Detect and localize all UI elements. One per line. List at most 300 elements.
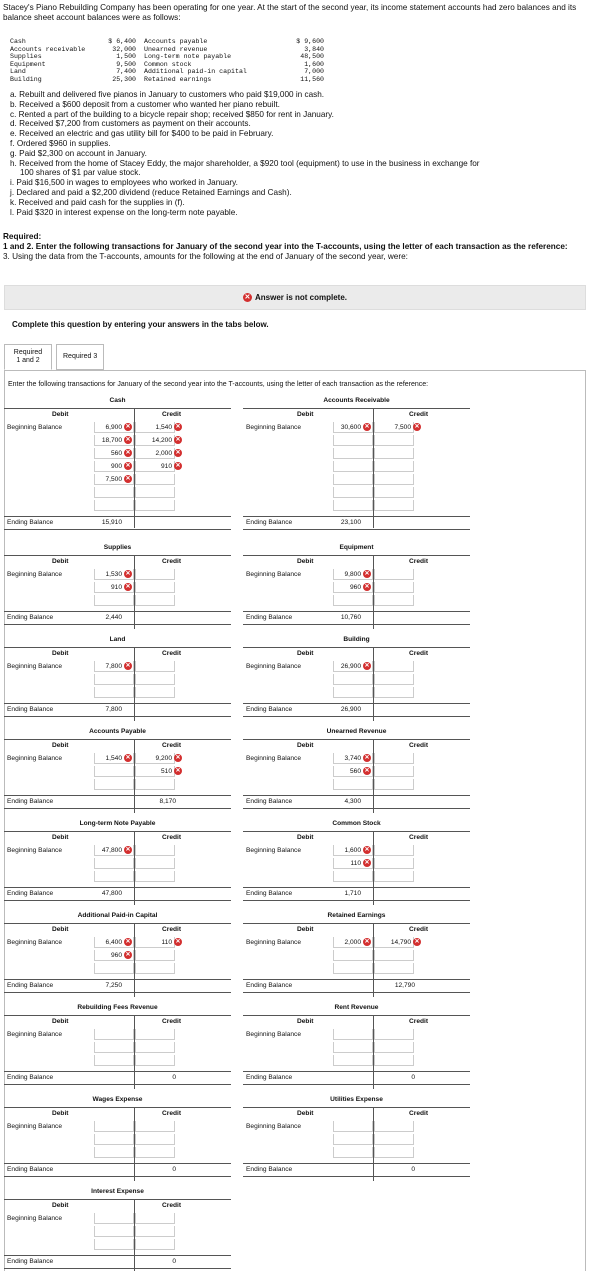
- debit-amount: 910: [110, 584, 122, 591]
- credit-header: Credit: [409, 1110, 429, 1117]
- balance-cell: 7,400: [116, 68, 136, 76]
- debit-header: Debit: [297, 1018, 314, 1025]
- debit-value: [313, 753, 371, 764]
- credit-input[interactable]: [374, 1029, 414, 1040]
- t-account-grid: [4, 647, 231, 720]
- balance-row: [10, 68, 340, 76]
- debit-input[interactable]: [333, 1121, 373, 1132]
- credit-input[interactable]: [374, 1134, 414, 1145]
- balance-cell: $ 9,600: [296, 38, 324, 45]
- debit-input[interactable]: [333, 448, 373, 459]
- balance-cell: Equipment: [10, 60, 46, 68]
- credit-input[interactable]: [135, 1147, 175, 1158]
- t-account: [4, 820, 231, 904]
- t-account: [243, 1004, 470, 1088]
- debit-amount: 30,600: [340, 424, 361, 431]
- debit-header: Debit: [52, 834, 69, 841]
- credit-input[interactable]: [135, 569, 175, 580]
- bottom-rule: [243, 529, 470, 530]
- debit-amount: 560: [110, 450, 122, 457]
- bottom-rule: [243, 900, 470, 901]
- ending-rule: [243, 1163, 470, 1164]
- credit-value: [136, 461, 182, 472]
- credit-header: Credit: [409, 926, 429, 933]
- bottom-rule: [4, 992, 231, 993]
- bottom-rule: [4, 716, 231, 717]
- credit-input[interactable]: [135, 1239, 175, 1250]
- ending-balance-value: 2,440: [105, 614, 122, 621]
- credit-input[interactable]: [374, 582, 414, 593]
- debit-value: [74, 582, 132, 593]
- ending-balance-label: Ending Balance: [7, 1074, 54, 1081]
- debit-amount: 1,600: [344, 847, 361, 854]
- credit-input[interactable]: [374, 487, 414, 498]
- beginning-balance-label: Beginning Balance: [246, 571, 301, 578]
- debit-input[interactable]: [94, 1239, 134, 1250]
- debit-amount: 2,000: [344, 939, 361, 946]
- debit-input[interactable]: [94, 687, 134, 698]
- debit-input[interactable]: [333, 1147, 373, 1158]
- credit-input[interactable]: [135, 779, 175, 790]
- debit-value: [74, 448, 132, 459]
- credit-input[interactable]: [374, 448, 414, 459]
- credit-header: Credit: [162, 1018, 182, 1025]
- credit-input[interactable]: [374, 766, 414, 777]
- credit-input[interactable]: [374, 674, 414, 685]
- credit-amount: 7,500: [394, 424, 411, 431]
- credit-input[interactable]: [374, 474, 414, 485]
- debit-header: Debit: [297, 834, 314, 841]
- debit-amount: 1,530: [105, 571, 122, 578]
- t-account-title: Equipment: [339, 544, 374, 551]
- credit-input[interactable]: [374, 858, 414, 869]
- error-icon: ✕: [125, 952, 131, 959]
- debit-input[interactable]: [333, 595, 373, 606]
- debit-input[interactable]: [94, 1226, 134, 1237]
- t-account: [4, 397, 231, 527]
- credit-input[interactable]: [374, 779, 414, 790]
- debit-amount: 18,700: [101, 437, 122, 444]
- debit-input[interactable]: [333, 674, 373, 685]
- error-icon: ✕: [125, 847, 131, 854]
- credit-header: Credit: [162, 1110, 182, 1117]
- t-account-grid: [4, 923, 231, 996]
- credit-amount: 510: [160, 768, 172, 775]
- error-icon: ✕: [364, 860, 370, 867]
- error-icon: ✕: [125, 571, 131, 578]
- bottom-rule: [4, 529, 231, 530]
- transaction-list: [10, 90, 600, 217]
- credit-input[interactable]: [374, 1042, 414, 1053]
- error-icon: ✕: [125, 939, 131, 946]
- credit-input[interactable]: [135, 687, 175, 698]
- debit-header: Debit: [52, 742, 69, 749]
- transaction-item: k. Received and paid cash for the supplies in (f).: [10, 197, 185, 207]
- balance-row: [10, 61, 340, 69]
- t-account-title: Building: [343, 636, 370, 643]
- debit-input[interactable]: [333, 487, 373, 498]
- credit-input[interactable]: [135, 1134, 175, 1145]
- debit-value: [313, 569, 371, 580]
- credit-input[interactable]: [135, 1055, 175, 1066]
- bottom-rule: [4, 624, 231, 625]
- t-account-title: Rent Revenue: [334, 1004, 379, 1011]
- credit-input[interactable]: [135, 963, 175, 974]
- transaction-item: l. Paid $320 in interest expense on the long-term note payable.: [10, 207, 238, 217]
- ending-balance-label: Ending Balance: [246, 1166, 293, 1173]
- credit-value: [136, 422, 182, 433]
- balance-cell: Accounts payable: [144, 38, 208, 45]
- credit-input[interactable]: [374, 845, 414, 856]
- ending-balance-label: Ending Balance: [246, 706, 293, 713]
- debit-input[interactable]: [333, 500, 373, 511]
- t-account-title: Unearned Revenue: [326, 728, 387, 735]
- debit-value: [313, 422, 371, 433]
- ending-balance-label: Ending Balance: [7, 1258, 54, 1265]
- debit-value: [74, 845, 132, 856]
- credit-input[interactable]: [374, 595, 414, 606]
- ending-rule: [243, 979, 470, 980]
- debit-amount: 26,900: [340, 663, 361, 670]
- balance-cell: Common stock: [144, 60, 192, 68]
- beginning-balance-label: Beginning Balance: [246, 663, 301, 670]
- t-account-grid: [4, 831, 231, 904]
- requirements: [3, 232, 603, 262]
- error-icon: ✕: [125, 663, 131, 670]
- ending-rule: [4, 979, 231, 980]
- credit-input[interactable]: [135, 871, 175, 882]
- credit-input[interactable]: [374, 1121, 414, 1132]
- error-icon: ✕: [364, 424, 370, 431]
- beginning-balance-label: Beginning Balance: [7, 847, 62, 854]
- error-icon: ✕: [175, 939, 181, 946]
- debit-header: Debit: [52, 411, 69, 418]
- t-account: [243, 1096, 470, 1180]
- t-account-title: Retained Earnings: [327, 912, 386, 919]
- credit-input[interactable]: [135, 661, 175, 672]
- debit-input[interactable]: [94, 595, 134, 606]
- transaction-item: a. Rebuilt and delivered five pianos in January to customers who paid $19,000 in cash.: [10, 90, 325, 99]
- ending-rule: [243, 887, 470, 888]
- credit-value: [375, 937, 421, 948]
- error-icon: ✕: [125, 424, 131, 431]
- credit-input[interactable]: [374, 687, 414, 698]
- ending-balance-value: 47,800: [101, 890, 122, 897]
- credit-input[interactable]: [374, 753, 414, 764]
- debit-input[interactable]: [94, 1134, 134, 1145]
- debit-input[interactable]: [94, 779, 134, 790]
- debit-value: [313, 661, 371, 672]
- error-icon: ✕: [364, 768, 370, 775]
- credit-input[interactable]: [374, 1055, 414, 1066]
- debit-input[interactable]: [333, 1055, 373, 1066]
- credit-header: Credit: [409, 411, 429, 418]
- debit-input[interactable]: [94, 858, 134, 869]
- debit-value: [74, 474, 132, 485]
- debit-amount: 7,800: [105, 663, 122, 670]
- transaction-item: h. Received from the home of Stacey Eddy, the major shareholder, a $920 tool (equipment) to use in the business in exchange for: [10, 158, 480, 168]
- bottom-rule: [243, 992, 470, 993]
- ending-balance-value: 15,910: [101, 519, 122, 526]
- debit-input[interactable]: [333, 461, 373, 472]
- transaction-item: f. Ordered $960 in supplies.: [10, 138, 111, 148]
- debit-input[interactable]: [94, 487, 134, 498]
- complete-message: Complete this question by entering your answers in the tabs below.: [12, 320, 269, 329]
- error-icon: ✕: [364, 584, 370, 591]
- credit-input[interactable]: [374, 963, 414, 974]
- credit-value: [136, 753, 182, 764]
- error-icon: ✕: [414, 424, 420, 431]
- debit-header: Debit: [52, 1018, 69, 1025]
- debit-input[interactable]: [333, 687, 373, 698]
- ending-rule: [243, 611, 470, 612]
- credit-header: Credit: [409, 558, 429, 565]
- bottom-rule: [243, 716, 470, 717]
- credit-input[interactable]: [135, 595, 175, 606]
- debit-value: [74, 435, 132, 446]
- debit-header: Debit: [297, 926, 314, 933]
- debit-value: [74, 937, 132, 948]
- credit-input[interactable]: [135, 582, 175, 593]
- credit-value: [136, 448, 182, 459]
- debit-input[interactable]: [94, 1055, 134, 1066]
- credit-input[interactable]: [135, 474, 175, 485]
- banner-text: Answer is not complete.: [254, 293, 348, 302]
- balance-cell: $ 6,400: [108, 38, 136, 45]
- error-icon: ✕: [364, 571, 370, 578]
- answer-banner: [4, 285, 586, 310]
- credit-value: [136, 937, 182, 948]
- ending-balance-label: Ending Balance: [7, 614, 54, 621]
- error-icon: ✕: [125, 450, 131, 457]
- t-account: [4, 912, 231, 996]
- ending-rule: [4, 887, 231, 888]
- debit-input[interactable]: [94, 1121, 134, 1132]
- ending-balance-label: Ending Balance: [246, 614, 293, 621]
- debit-input[interactable]: [333, 435, 373, 446]
- debit-input[interactable]: [333, 474, 373, 485]
- panel-instruction: Enter the following transactions for January of the second year into the T-accounts, using the letter of each transaction as the reference:: [8, 381, 429, 388]
- debit-input[interactable]: [94, 1029, 134, 1040]
- debit-value: [313, 845, 371, 856]
- debit-amount: 6,400: [105, 939, 122, 946]
- t-account: [4, 1096, 231, 1180]
- ending-rule: [4, 1163, 231, 1164]
- bottom-rule: [4, 808, 231, 809]
- error-icon: ✕: [364, 755, 370, 762]
- credit-input[interactable]: [374, 1147, 414, 1158]
- debit-amount: 9,800: [344, 571, 361, 578]
- t-account-title: Interest Expense: [91, 1188, 144, 1195]
- ending-balance-label: Ending Balance: [7, 890, 54, 897]
- debit-amount: 47,800: [101, 847, 122, 854]
- credit-input[interactable]: [374, 435, 414, 446]
- credit-input[interactable]: [135, 1029, 175, 1040]
- debit-header: Debit: [52, 1202, 69, 1209]
- balance-cell: Accounts receivable: [10, 45, 86, 53]
- t-account: [243, 544, 470, 628]
- t-account: [243, 636, 470, 720]
- t-account-grid: [243, 739, 470, 812]
- debit-header: Debit: [297, 650, 314, 657]
- credit-input[interactable]: [135, 845, 175, 856]
- error-icon: ✕: [175, 450, 181, 457]
- t-account-grid: [4, 1199, 231, 1271]
- debit-input[interactable]: [94, 500, 134, 511]
- balance-row: [10, 76, 340, 84]
- debit-header: Debit: [297, 558, 314, 565]
- debit-input[interactable]: [333, 1029, 373, 1040]
- ending-rule: [243, 703, 470, 704]
- ending-rule: [243, 795, 470, 796]
- ending-rule: [4, 611, 231, 612]
- credit-input[interactable]: [374, 569, 414, 580]
- error-icon: ✕: [244, 294, 251, 301]
- t-account: [243, 820, 470, 904]
- t-account-title: Utilities Expense: [330, 1096, 383, 1103]
- debit-input[interactable]: [333, 950, 373, 961]
- transaction-item: b. Received a $600 deposit from a customer who wanted her piano rebuilt.: [10, 99, 280, 109]
- t-account-title: Supplies: [103, 544, 132, 551]
- transaction-item: d. Received $7,200 from customers as payment on their accounts.: [10, 119, 251, 129]
- ending-balance-value: 12,790: [394, 982, 415, 989]
- ending-balance-label: Ending Balance: [246, 798, 293, 805]
- ending-balance-value: 7,250: [105, 982, 122, 989]
- tab-required-1-2[interactable]: Required 1 and 2: [4, 344, 52, 370]
- t-account: [4, 1188, 231, 1271]
- credit-input[interactable]: [135, 950, 175, 961]
- transaction-item: c. Rented a part of the building to a bicycle repair shop; received $850 for rent in January.: [10, 109, 334, 119]
- debit-amount: 1,540: [105, 755, 122, 762]
- tab-required-3[interactable]: Required 3: [56, 344, 104, 370]
- credit-input[interactable]: [135, 1226, 175, 1237]
- bottom-rule: [4, 1268, 231, 1269]
- credit-amount: 14,200: [151, 437, 172, 444]
- credit-input[interactable]: [374, 661, 414, 672]
- t-account-title: Land: [109, 636, 126, 643]
- debit-input[interactable]: [333, 871, 373, 882]
- balance-cell: Long-term note payable: [144, 53, 232, 61]
- debit-input[interactable]: [94, 1042, 134, 1053]
- debit-amount: 560: [349, 768, 361, 775]
- credit-input[interactable]: [135, 1042, 175, 1053]
- balance-table: [10, 38, 340, 84]
- debit-input[interactable]: [333, 779, 373, 790]
- error-icon: ✕: [175, 437, 181, 444]
- credit-header: Credit: [409, 742, 429, 749]
- t-account-grid: [4, 1015, 231, 1088]
- problem-intro: Stacey's Piano Rebuilding Company has been operating for one year. At the start of the second year, its income statement accounts had zero balances and its balance sheet account balances were as follows:: [3, 3, 577, 22]
- bottom-rule: [4, 1084, 231, 1085]
- transaction-item: 100 shares of $1 par value stock.: [20, 168, 141, 178]
- error-icon: ✕: [125, 437, 131, 444]
- error-icon: ✕: [364, 847, 370, 854]
- balance-row: [10, 46, 340, 54]
- balance-cell: 25,300: [112, 75, 136, 83]
- credit-amount: 1,540: [155, 424, 172, 431]
- tab-bar: [4, 344, 108, 370]
- credit-input[interactable]: [135, 858, 175, 869]
- transaction-item: g. Paid $2,300 on account in January.: [10, 148, 147, 158]
- balance-cell: 1,500: [116, 53, 136, 61]
- bottom-rule: [4, 900, 231, 901]
- transaction-item: j. Declared and paid a $2,200 dividend (reduce Retained Earnings and Cash).: [10, 187, 292, 197]
- debit-value: [74, 661, 132, 672]
- t-account-grid: [243, 831, 470, 904]
- debit-input[interactable]: [94, 871, 134, 882]
- credit-input[interactable]: [374, 500, 414, 511]
- credit-header: Credit: [162, 558, 182, 565]
- error-icon: ✕: [364, 939, 370, 946]
- credit-input[interactable]: [135, 1121, 175, 1132]
- debit-amount: 6,900: [105, 424, 122, 431]
- error-icon: ✕: [125, 584, 131, 591]
- t-account-title: Common Stock: [332, 820, 381, 827]
- t-account-grid: [4, 555, 231, 628]
- t-account-grid: [243, 1107, 470, 1180]
- ending-balance-label: Ending Balance: [246, 519, 293, 526]
- ending-balance-value: 26,900: [340, 706, 361, 713]
- beginning-balance-label: Beginning Balance: [246, 424, 301, 431]
- t-account: [4, 544, 231, 628]
- t-account: [4, 636, 231, 720]
- error-icon: ✕: [125, 476, 131, 483]
- t-account-title: Long-term Note Payable: [79, 820, 156, 827]
- ending-balance-value: 7,800: [105, 706, 122, 713]
- debit-input[interactable]: [94, 766, 134, 777]
- error-icon: ✕: [125, 755, 131, 762]
- ending-balance-label: Ending Balance: [7, 1166, 54, 1173]
- credit-input[interactable]: [374, 871, 414, 882]
- t-account-grid: [243, 923, 470, 996]
- t-account-grid: [243, 555, 470, 628]
- debit-input[interactable]: [94, 963, 134, 974]
- debit-amount: 7,500: [105, 476, 122, 483]
- credit-input[interactable]: [135, 487, 175, 498]
- ending-balance-value: 0: [172, 1166, 176, 1173]
- credit-input[interactable]: [374, 461, 414, 472]
- debit-amount: 960: [110, 952, 122, 959]
- credit-header: Credit: [409, 650, 429, 657]
- credit-input[interactable]: [135, 674, 175, 685]
- t-account-title: Additional Paid-in Capital: [77, 912, 158, 919]
- ending-rule: [4, 703, 231, 704]
- credit-input[interactable]: [135, 500, 175, 511]
- t-account-title: Cash: [109, 397, 126, 404]
- debit-input[interactable]: [333, 1042, 373, 1053]
- required-3-text: 3. Using the data from the T-accounts, amounts for the following at the end of January of the second year, were:: [3, 252, 408, 261]
- balance-cell: 1,600: [304, 60, 324, 68]
- ending-balance-value: 0: [411, 1074, 415, 1081]
- debit-header: Debit: [52, 558, 69, 565]
- credit-input[interactable]: [135, 1213, 175, 1224]
- ending-balance-label: Ending Balance: [246, 982, 293, 989]
- debit-input[interactable]: [94, 1213, 134, 1224]
- beginning-balance-label: Beginning Balance: [7, 755, 62, 762]
- credit-amount: 910: [160, 463, 172, 470]
- debit-input[interactable]: [94, 674, 134, 685]
- debit-header: Debit: [52, 1110, 69, 1117]
- debit-input[interactable]: [333, 1134, 373, 1145]
- balance-row: [10, 53, 340, 61]
- credit-value: [375, 422, 421, 433]
- debit-input[interactable]: [333, 963, 373, 974]
- ending-balance-value: 1,710: [344, 890, 361, 897]
- credit-input[interactable]: [374, 950, 414, 961]
- debit-input[interactable]: [94, 1147, 134, 1158]
- ending-balance-value: 4,300: [344, 798, 361, 805]
- beginning-balance-label: Beginning Balance: [246, 1123, 301, 1130]
